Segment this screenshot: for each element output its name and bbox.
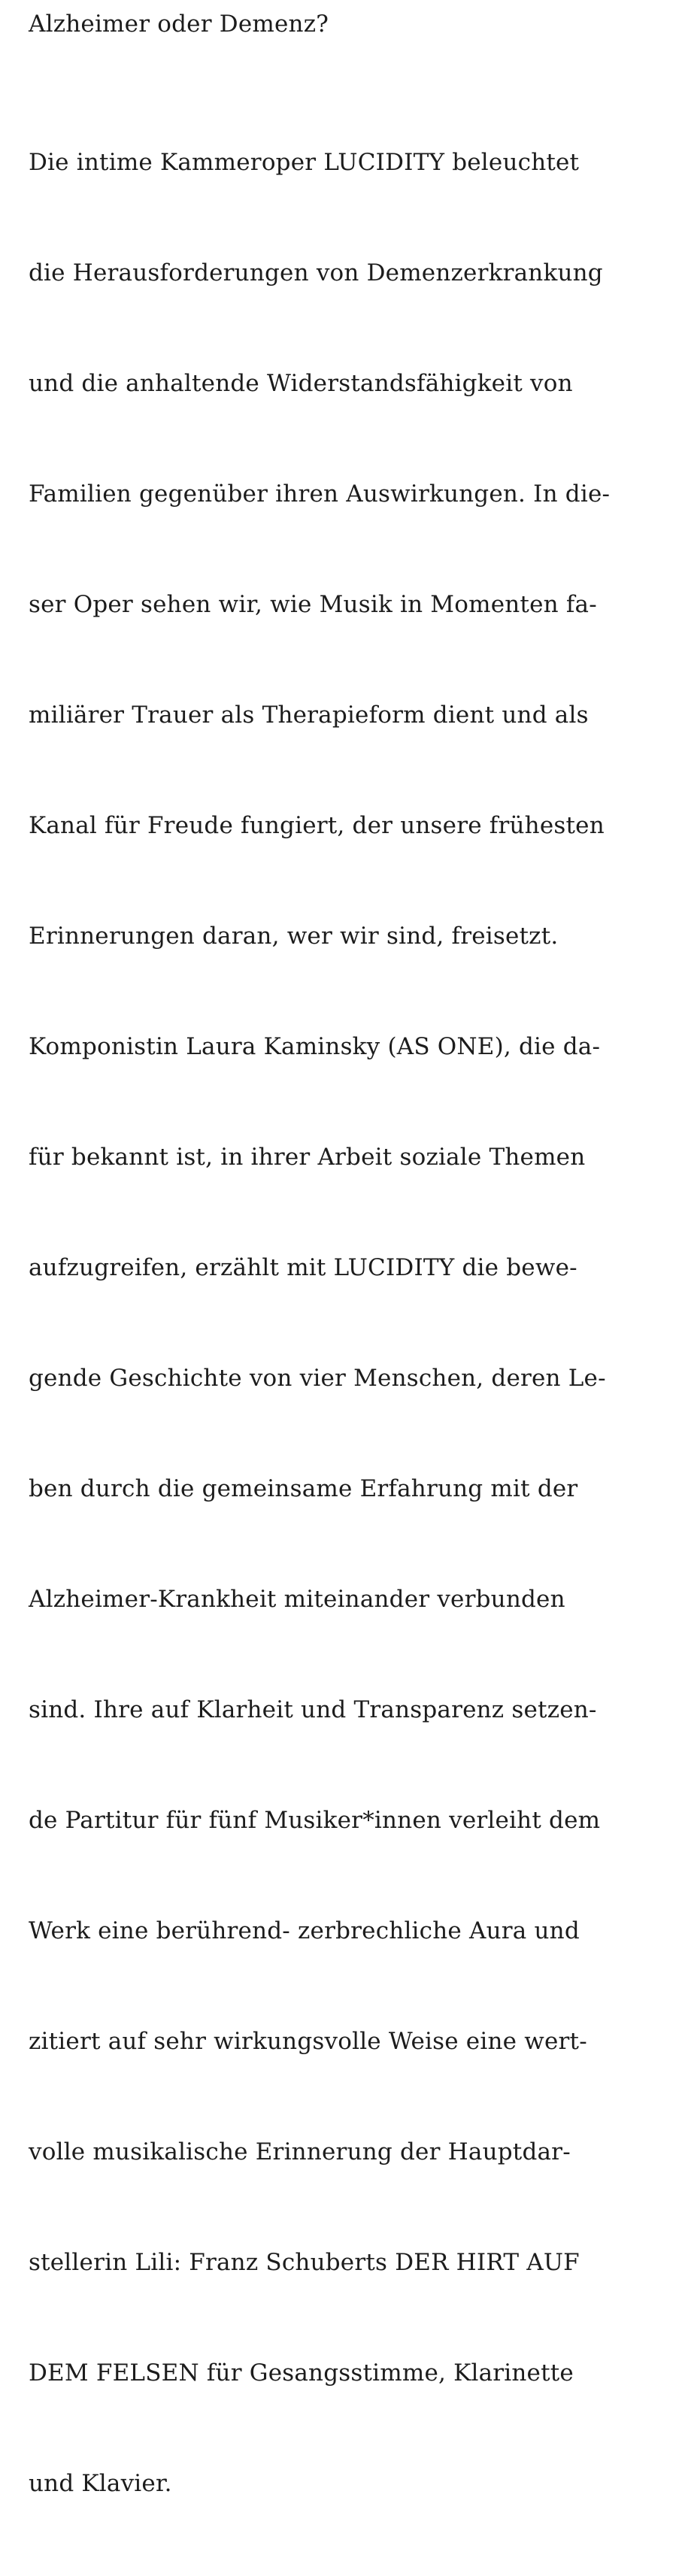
paragraph-line: Erinnerungen daran, wer wir sind, freisetzt.	[29, 923, 559, 950]
paragraph-line: zitiert auf sehr wirkungsvolle Weise eine wert-	[29, 2028, 587, 2055]
paragraph-line: gende Geschichte von vier Menschen, deren Le-	[29, 1365, 606, 1392]
paragraph-line: Alzheimer-Krankheit miteinander verbunden	[29, 1586, 565, 1613]
paragraph-line: Komponistin Laura Kaminsky (AS ONE), die da-	[29, 1033, 601, 1060]
paragraph-line: volle musikalische Erinnerung der Hauptdar-	[29, 2138, 571, 2165]
paragraph-line: Werk eine berührend- zerbrechliche Aura und	[29, 1917, 580, 1944]
paragraph-line: für bekannt ist, in ihrer Arbeit soziale Themen	[29, 1144, 586, 1171]
body-paragraph	[29, 71, 610, 2576]
paragraph-line: DEM FELSEN für Gesangsstimme, Klarinette	[29, 2359, 574, 2387]
paragraph-line: aufzugreifen, erzählt mit LUCIDITY die bewe-	[29, 1254, 577, 1281]
paragraph-line: ben durch die gemeinsame Erfahrung mit der	[29, 1475, 578, 1502]
paragraph-line: Die intime Kammeroper LUCIDITY beleuchtet	[29, 149, 580, 176]
paragraph-line: de Partitur für fünf Musiker*innen verleiht dem	[29, 1807, 601, 1834]
paragraph-line: und Klavier.	[29, 2470, 172, 2497]
paragraph-line: ser Oper sehen wir, wie Musik in Momenten fa-	[29, 591, 597, 618]
paragraph-line: sind. Ihre auf Klarheit und Transparenz setzen-	[29, 1696, 597, 1723]
paragraph-line: und die anhaltende Widerstandsfähigkeit von	[29, 370, 573, 397]
paragraph-line: stellerin Lili: Franz Schuberts DER HIRT AUF	[29, 2249, 580, 2276]
heading-continuation: Alzheimer oder Demenz?	[29, 11, 329, 38]
paragraph-line: Kanal für Freude fungiert, der unsere frühesten	[29, 812, 605, 839]
paragraph-line: Familien gegenüber ihren Auswirkungen. In die-	[29, 480, 611, 508]
paragraph-line: die Herausforderungen von Demenzerkrankung	[29, 259, 603, 286]
paragraph-line: miliärer Trauer als Therapieform dient und als	[29, 702, 589, 729]
